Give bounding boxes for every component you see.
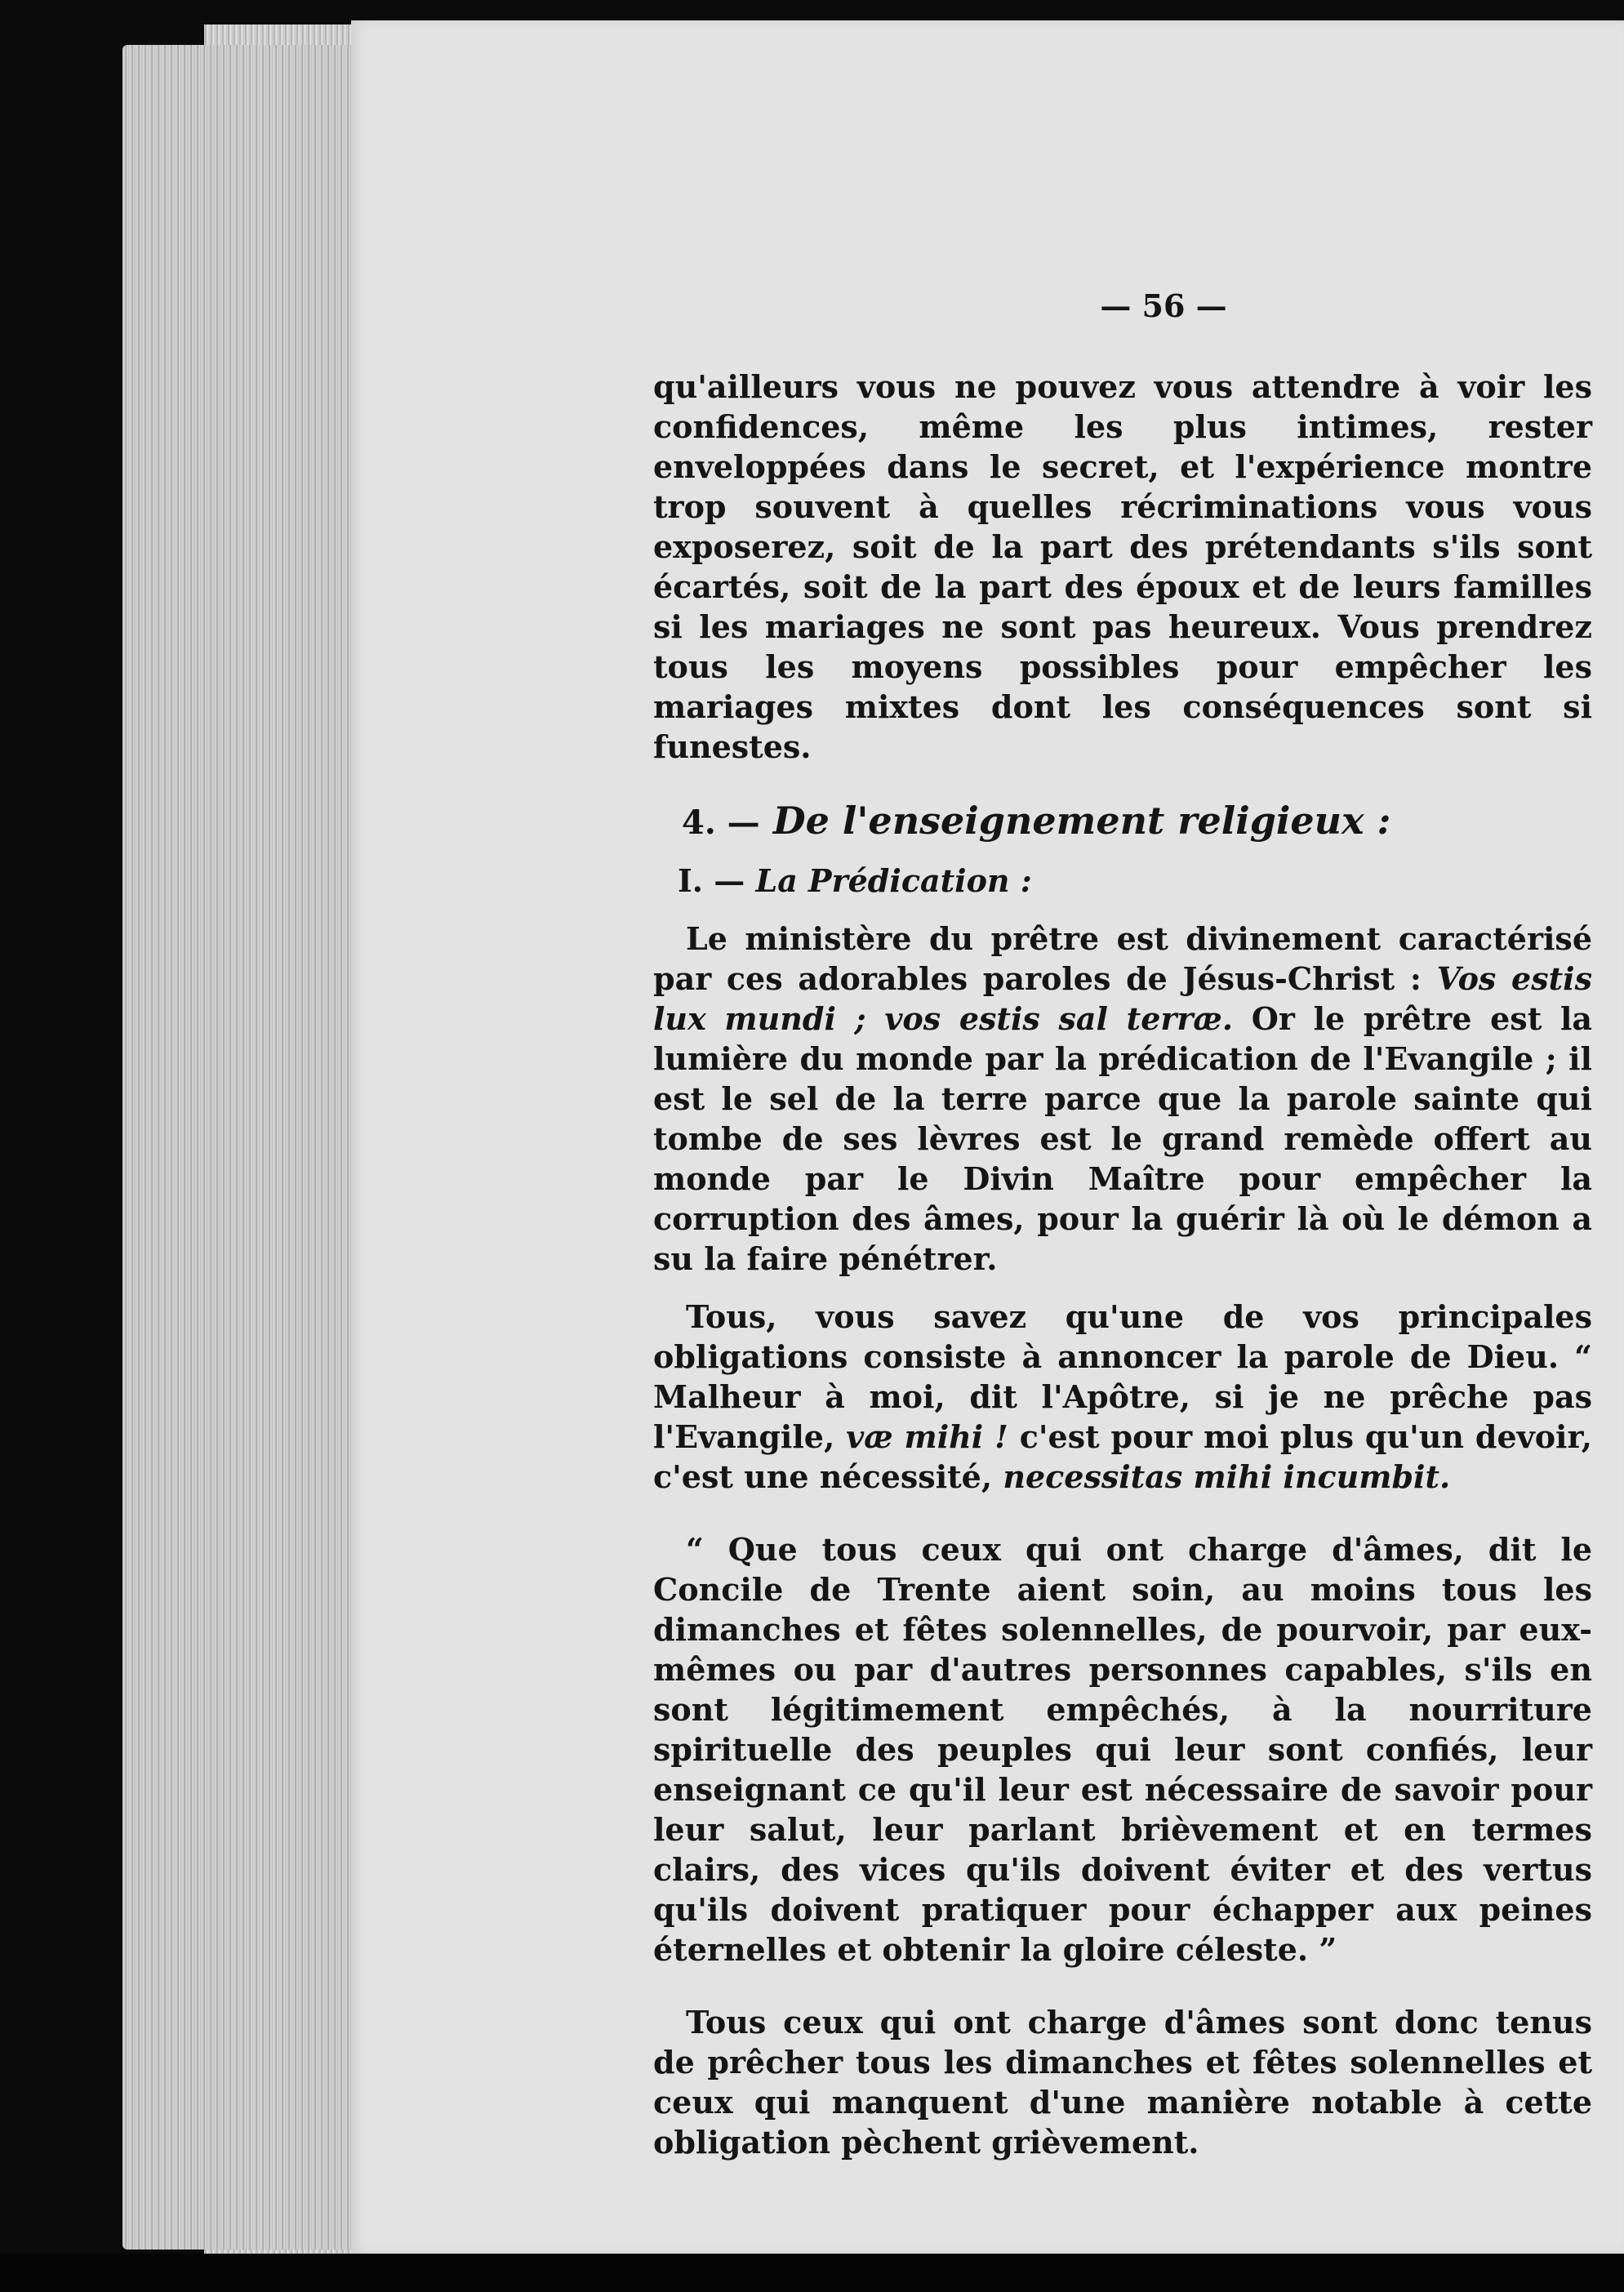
paragraph-conclusion: Tous ceux qui ont charge d'âmes sont donc tenus de prêcher tous les dimanches et fêtes solennelles et ceux qui manquent d'une manière notable à cette obligation pèchent grièvement.: [653, 2004, 1592, 2161]
latin-quote: væ mihi !: [846, 1418, 1008, 1455]
section-heading: [682, 801, 1592, 843]
paragraph-text: c'est pour moi plus qu'un devoir, c'est une nécessité,: [653, 1418, 1592, 1495]
book-page-edges: [122, 45, 351, 2250]
paragraph-text: Or le prêtre est la lumière du monde par la prédication de l'Evangile ; il est le sel de la terre parce que la parole sainte qui tombe de ses lèvres est le grand remède offert au monde par le Divin Maître pour empêcher la corruption des âmes, pour la guérir là où le démon a su la faire pénétrer.: [653, 1000, 1593, 1277]
scan-border: [0, 2254, 1624, 2292]
page-text: [653, 286, 1592, 2162]
paragraph-continuation: qu'ailleurs vous ne pouvez vous attendre à voir les confidences, même les plus intimes, rester enveloppées dans le secret, et l'expérience montre trop souvent à quelles récriminations vous vous exposerez, soit de la part des prétendants s'ils sont écartés, soit de la part des époux et de leurs familles si les mariages ne sont pas heureux. Vous prendrez tous les moyens possibles pour empêcher les mariages mixtes dont les conséquences sont si funestes.: [653, 368, 1592, 765]
book-page: [351, 20, 1624, 2254]
latin-quote: necessitas mihi incumbit.: [1003, 1458, 1451, 1495]
subsection-heading: [678, 861, 1592, 901]
paragraph-text: Tous, vous savez qu'une de vos principales obligations consiste à annoncer la parole de Dieu. “ Malheur à moi, dit l'Apôtre, si je ne prêche pas l'Evangile,: [653, 1298, 1592, 1455]
paragraph-obligations: [653, 1297, 1592, 1497]
subsection-number: I. —: [678, 862, 745, 899]
paragraph-ministere: [653, 919, 1592, 1279]
paragraph-text: Le ministère du prêtre est divinement caractérisé par ces adorables paroles de Jésus-Christ :: [653, 920, 1592, 997]
subsection-title: La Prédication :: [755, 862, 1032, 899]
paragraph-concile-quote: “ Que tous ceux qui ont charge d'âmes, dit le Concile de Trente aient soin, au moins tous les dimanches et fêtes solennelles, de pourvoir, par eux-mêmes ou par d'autres personnes capables, s'ils en sont légitimement empêchés, à la nourriture spirituelle des peuples qui leur sont confiés, leur enseignant ce qu'il leur est nécessaire de savoir pour leur salut, leur parlant brièvement et en termes clairs, des vices qu'ils doivent éviter et des vertus qu'ils doivent pratiquer pour échapper aux peines éternelles et obtenir la gloire céleste. ”: [653, 1531, 1592, 1968]
latin-quote: Vos estis lux mundi ; vos estis sal terræ.: [653, 960, 1592, 1037]
page-number: — 56 —: [1100, 287, 1227, 324]
section-title: De l'enseignement religieux :: [772, 799, 1391, 843]
section-number: 4. —: [682, 803, 760, 842]
